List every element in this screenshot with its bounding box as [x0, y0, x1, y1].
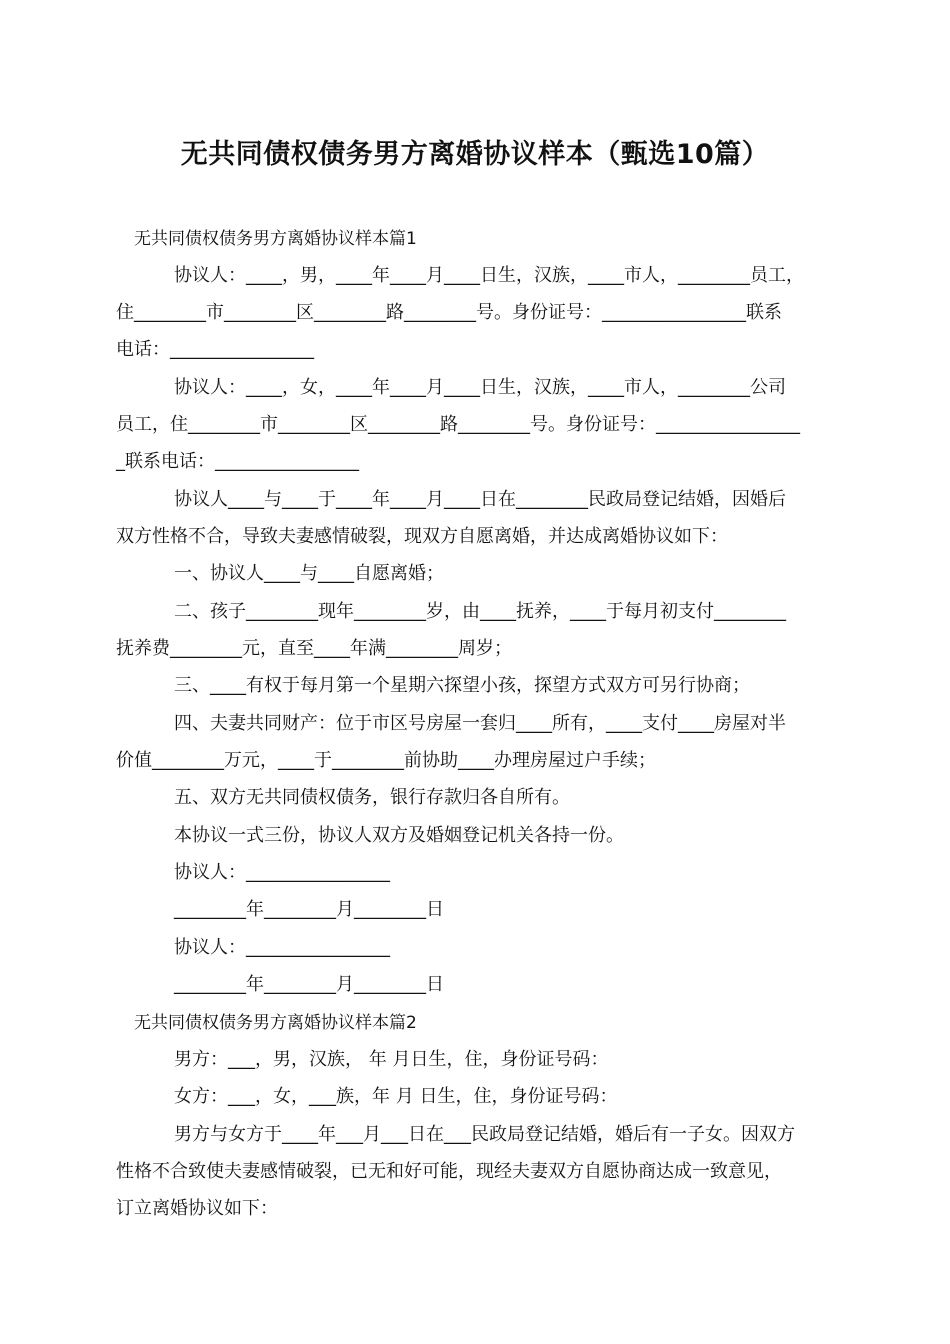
paragraph-line: _联系电话：________________	[116, 451, 359, 472]
paragraph-line: 员工，住________市________区________路________号。身份证号：________________	[116, 414, 800, 435]
clause-line: 五、双方无共同债权债务，银行存款归各自所有。	[174, 787, 570, 808]
paragraph-line: 价值________万元，____于________前协助____办理房屋过户手续；	[116, 750, 656, 771]
paragraph-line: 订立离婚协议如下：	[116, 1198, 278, 1219]
signature-line: 协议人：________________	[174, 862, 390, 883]
paragraph-line: 协议人____与____于____年____月____日在________民政局登记结婚，因婚后	[174, 489, 786, 510]
date-line: ________年________月________日	[174, 899, 444, 920]
date-line: ________年________月________日	[174, 974, 444, 995]
section-heading: 无共同债权债务男方离婚协议样本篇1	[134, 229, 417, 249]
section-heading: 无共同债权债务男方离婚协议样本篇2	[134, 1013, 417, 1033]
clause-line: 三、____有权于每月第一个星期六探望小孩，探望方式双方可另行协商；	[174, 675, 750, 696]
clause-line: 四、夫妻共同财产：位于市区号房屋一套归____所有，____支付____房屋对半	[174, 713, 786, 734]
paragraph-line: 本协议一式三份，协议人双方及婚姻登记机关各持一份。	[174, 825, 624, 846]
paragraph-line: 男方与女方于____年___月___日在___民政局登记结婚，婚后有一子女。因双方	[174, 1124, 795, 1145]
clause-line: 一、协议人____与____自愿离婚；	[174, 563, 444, 584]
paragraph-line: 双方性格不合，导致夫妻感情破裂，现双方自愿离婚，并达成离婚协议如下：	[116, 526, 728, 547]
paragraph-line: 电话：________________	[116, 339, 314, 360]
paragraph-line: 性格不合致使夫妻感情破裂，已无和好可能，现经夫妻双方自愿协商达成一致意见，	[116, 1161, 782, 1182]
paragraph-line: 住________市________区________路________号。身份证号：________________联系	[116, 302, 782, 323]
signature-line: 协议人：________________	[174, 937, 390, 958]
paragraph-line: 协议人：____，男，____年____月____日生，汉族，____市人，________员工，	[174, 265, 804, 286]
paragraph-line: 男方：___，男，汉族， 年 月日生，住，身份证号码：	[174, 1049, 609, 1070]
clause-line: 二、孩子________现年________岁，由____抚养，____于每月初支付________	[174, 601, 786, 622]
document-title: 无共同债权债务男方离婚协议样本（甄选10篇）	[180, 139, 770, 170]
paragraph-line: 女方：___，女，___族，年 月 日生，住，身份证号码：	[174, 1086, 618, 1107]
paragraph-line: 协议人：____，女，____年____月____日生，汉族，____市人，________公司	[174, 377, 786, 398]
paragraph-line: 抚养费________元，直至____年满________周岁；	[116, 638, 512, 659]
